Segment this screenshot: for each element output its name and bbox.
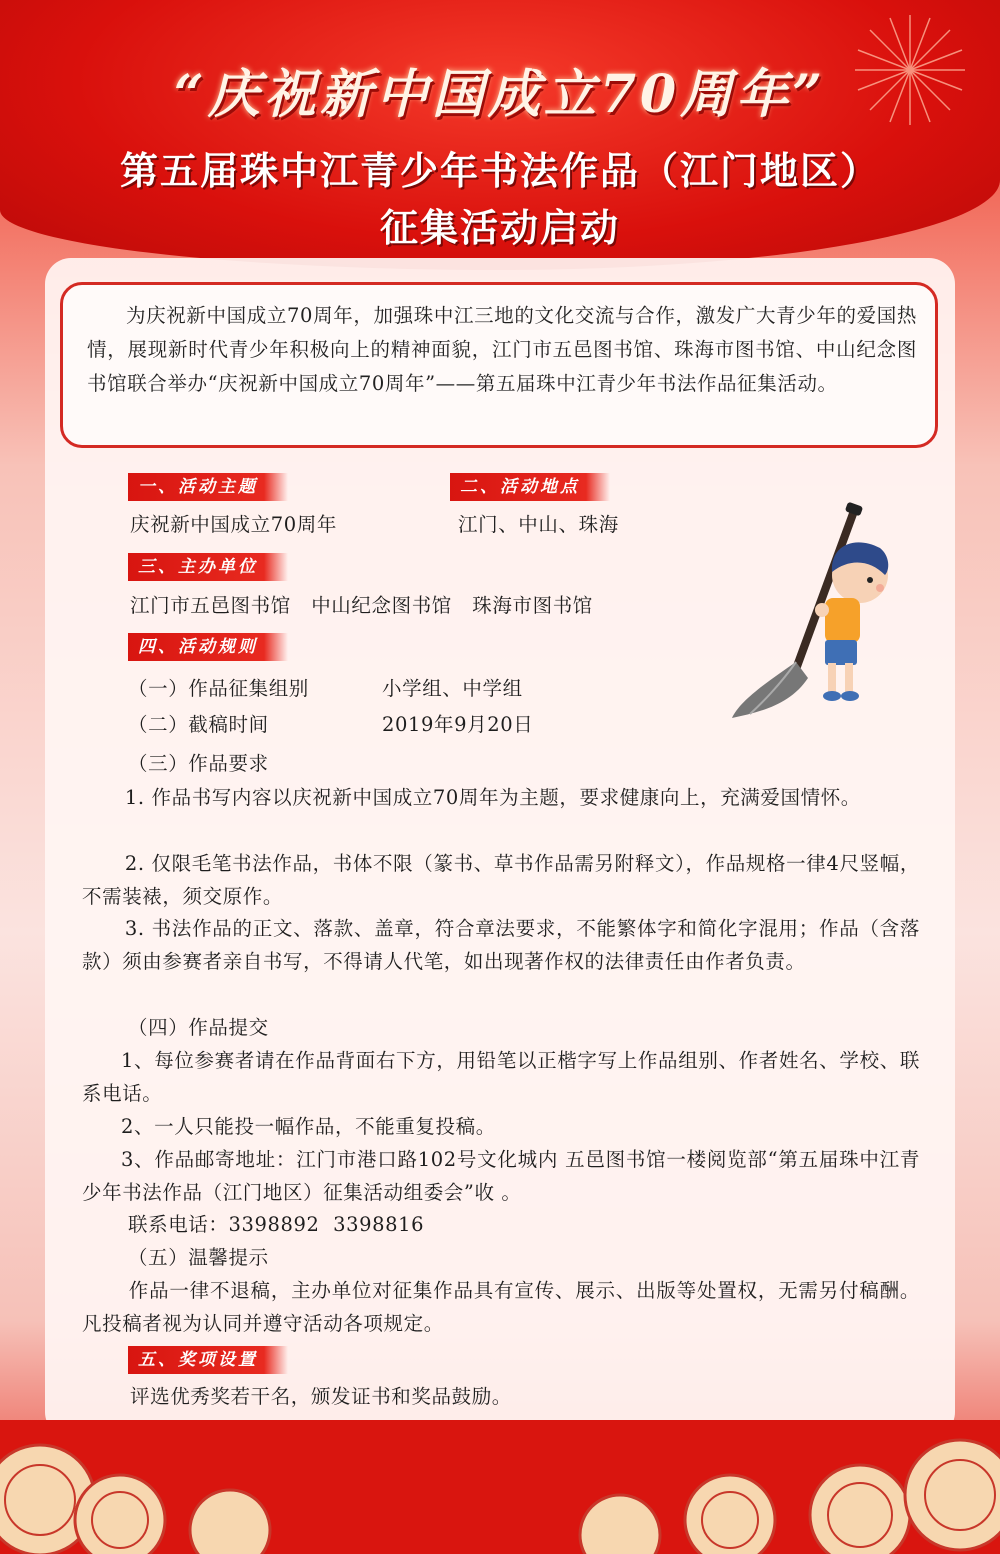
section-tag-theme: 一、活动主题 (128, 473, 288, 501)
deadline-label: （二）截稿时间 (128, 713, 269, 736)
intro-box: 为庆祝新中国成立70周年，加强珠中江三地的文化交流与合作，激发广大青少年的爱国热情，展现新时代青少年积极向上的精神面貌，江门市五邑图书馆、珠海市图书馆、中山纪念图书馆联合举办“庆祝新中国成立70周年”——第五届珠中江青少年书法作品征集活动。 (60, 282, 938, 448)
contact-phone: 联系电话：3398892 3398816 (128, 1213, 425, 1236)
submission-title: （四）作品提交 (128, 1016, 269, 1039)
submission-2: 2、一人只能投一幅作品，不能重复投稿。 (121, 1115, 496, 1138)
requirements-title: （三）作品要求 (128, 752, 269, 775)
page-subtitle: 征集活动启动 (379, 206, 620, 250)
group-value: 小学组、中学组 (382, 677, 523, 700)
section-tag-location: 二、活动地点 (450, 473, 610, 501)
slogan: “庆祝新中国成立70周年” (173, 64, 827, 125)
awards-text: 评选优秀奖若干名，颁发证书和奖品鼓励。 (130, 1385, 512, 1408)
requirement-3: 3. 书法作品的正文、落款、盖章，符合章法要求，不能繁体字和简化字混用；作品（含落款）须由参赛者亲自书写，不得请人代笔，如出现著作权的法律责任由作者负责。 (82, 917, 920, 973)
section-tag-awards: 五、奖项设置 (128, 1346, 288, 1374)
section-tag-organizers: 三、主办单位 (128, 553, 288, 581)
theme-text: 庆祝新中国成立70周年 (130, 513, 337, 536)
organizers-text: 江门市五邑图书馆 中山纪念图书馆 珠海市图书馆 (130, 594, 593, 617)
submission-3: 3、作品邮寄地址：江门市港口路102号文化城内 五邑图书馆一楼阅览部“第五届珠中江青少年书法作品（江门地区）征集活动组委会”收 。 (82, 1148, 920, 1204)
kid-with-brush-illustration (730, 500, 900, 730)
section-tag-rules: 四、活动规则 (128, 633, 288, 661)
requirement-2: 2. 仅限毛笔书法作品，书体不限（篆书、草书作品需另附释文），作品规格一律4尺竖幅，不需装裱，须交原作。 (82, 852, 920, 908)
group-label: （一）作品征集组别 (128, 677, 309, 700)
tips-text: 作品一律不退稿，主办单位对征集作品具有宣传、展示、出版等处置权，无需另付稿酬。凡投稿者视为认同并遵守活动各项规定。 (82, 1279, 920, 1335)
bottom-clouds-decoration (0, 1390, 1000, 1554)
requirement-1: 1. 作品书写内容以庆祝新中国成立70周年为主题，要求健康向上，充满爱国情怀。 (124, 786, 861, 809)
page-title: 第五届珠中江青少年书法作品（江门地区） (119, 149, 880, 193)
deadline-value: 2019年9月20日 (382, 713, 534, 736)
location-text: 江门、中山、珠海 (458, 513, 619, 536)
submission-1: 1、每位参赛者请在作品背面右下方，用铅笔以正楷字写上作品组别、作者姓名、学校、联系电话。 (82, 1049, 920, 1105)
tips-title: （五）温馨提示 (128, 1246, 269, 1269)
